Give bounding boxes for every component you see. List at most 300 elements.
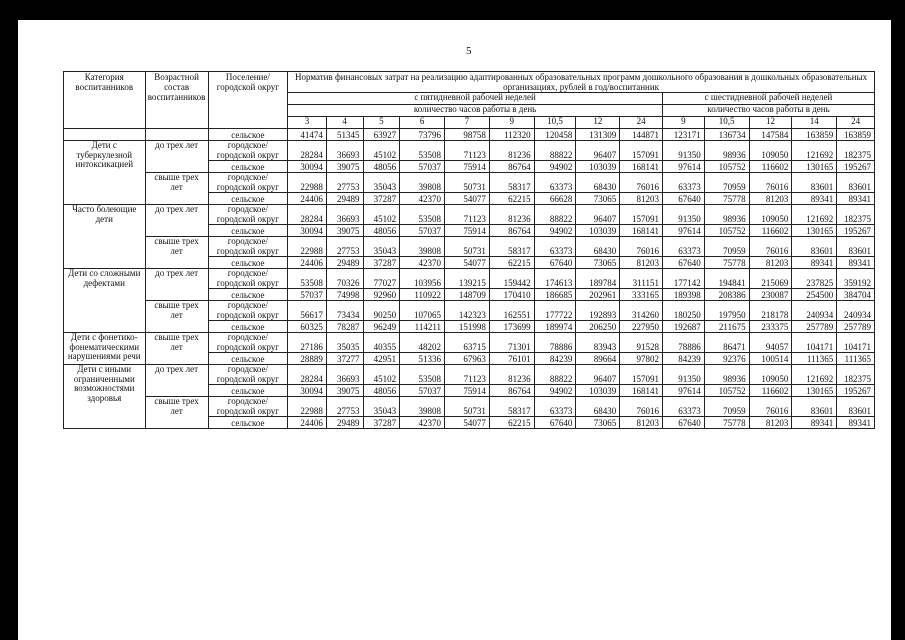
value-cell: 63715: [445, 333, 490, 353]
value-cell: 68430: [576, 237, 620, 257]
value-cell: 71123: [445, 205, 490, 225]
value-cell: 215069: [749, 269, 792, 289]
value-cell: 104171: [837, 333, 875, 353]
scan-border-left: [0, 0, 18, 640]
hours-5day-cell: 4: [326, 117, 363, 129]
hours-5day-cell: 9: [489, 117, 534, 129]
value-cell: 83601: [792, 237, 837, 257]
value-cell: 45102: [363, 141, 400, 161]
value-cell: 42951: [363, 353, 400, 365]
age-cell: до трех лет: [145, 141, 208, 173]
value-cell: 67640: [663, 193, 705, 205]
age-cell: свыше трех лет: [145, 173, 208, 205]
value-cell: 73434: [326, 301, 363, 321]
hours-6day-cell: 9: [663, 117, 705, 129]
value-cell: 73065: [576, 257, 620, 269]
value-cell: 70326: [326, 269, 363, 289]
value-cell: 195267: [837, 161, 875, 173]
value-cell: 81203: [749, 417, 792, 429]
value-cell: 48056: [363, 385, 400, 397]
value-cell: 100514: [749, 353, 792, 365]
settlement-cell: сельское: [208, 257, 287, 269]
value-cell: 66628: [534, 193, 576, 205]
value-cell: 24406: [288, 193, 327, 205]
value-cell: 70959: [704, 237, 749, 257]
settlement-cell: сельское: [208, 161, 287, 173]
value-cell: 74998: [326, 289, 363, 301]
value-cell: 86764: [489, 385, 534, 397]
value-cell: 68430: [576, 173, 620, 193]
value-cell: 67640: [663, 417, 705, 429]
value-cell: 84239: [534, 353, 576, 365]
value-cell: 54077: [445, 257, 490, 269]
value-cell: 157091: [620, 141, 663, 161]
value-cell: 81236: [489, 365, 534, 385]
value-cell: 177142: [663, 269, 705, 289]
value-cell: 144871: [620, 129, 663, 141]
value-cell: 76016: [620, 173, 663, 193]
table-row: [64, 173, 875, 193]
value-cell: 186685: [534, 289, 576, 301]
value-cell: 91528: [620, 333, 663, 353]
value-cell: 147584: [749, 129, 792, 141]
value-cell: 22988: [288, 173, 327, 193]
value-cell: 57037: [400, 161, 445, 173]
settlement-cell: сельское: [208, 289, 287, 301]
table-row: [64, 269, 875, 289]
value-cell: 162551: [489, 301, 534, 321]
value-cell: 109050: [749, 365, 792, 385]
norm-table: [63, 71, 875, 429]
value-cell: 86764: [489, 225, 534, 237]
value-cell: 81203: [749, 257, 792, 269]
hours-5day-cell: 12: [576, 117, 620, 129]
value-cell: 86764: [489, 161, 534, 173]
value-cell: 194841: [704, 269, 749, 289]
value-cell: 182375: [837, 205, 875, 225]
hours-6day-cell: 10,5: [704, 117, 749, 129]
settlement-cell: сельское: [208, 417, 287, 429]
value-cell: 192893: [576, 301, 620, 321]
value-cell: 130165: [792, 385, 837, 397]
value-cell: 105752: [704, 161, 749, 173]
value-cell: 130165: [792, 161, 837, 173]
scan-border-top: [0, 0, 905, 20]
value-cell: 63373: [534, 237, 576, 257]
value-cell: 103039: [576, 385, 620, 397]
value-cell: 37287: [363, 417, 400, 429]
value-cell: 37287: [363, 193, 400, 205]
value-cell: 121692: [792, 205, 837, 225]
value-cell: 30094: [288, 161, 327, 173]
value-cell: 116602: [749, 225, 792, 237]
header-norm-title: Норматив финансовых затрат на реализацию адаптированных образовательных программ дошкольного образования в дошкольных образовательных организациях, рублей в год/воспитанник: [288, 72, 875, 93]
value-cell: 177722: [534, 301, 576, 321]
value-cell: 197950: [704, 301, 749, 321]
value-cell: 39075: [326, 385, 363, 397]
value-cell: 27753: [326, 397, 363, 417]
value-cell: 78886: [663, 333, 705, 353]
value-cell: 168141: [620, 225, 663, 237]
value-cell: 54077: [445, 417, 490, 429]
value-cell: 67963: [445, 353, 490, 365]
value-cell: 83601: [837, 173, 875, 193]
value-cell: 81203: [620, 417, 663, 429]
value-cell: 103039: [576, 225, 620, 237]
value-cell: 227950: [620, 321, 663, 333]
value-cell: 94902: [534, 225, 576, 237]
hours-6day-cell: 24: [837, 117, 875, 129]
value-cell: 211675: [704, 321, 749, 333]
value-cell: 28284: [288, 365, 327, 385]
header-row-1: [64, 72, 875, 93]
value-cell: 98936: [704, 141, 749, 161]
header-five-day: с пятидневной рабочей неделей: [288, 93, 663, 105]
header-hours-label-5: количество часов работы в день: [288, 105, 663, 117]
settlement-cell: сельское: [208, 129, 287, 141]
value-cell: 116602: [749, 385, 792, 397]
value-cell: 22988: [288, 397, 327, 417]
value-cell: 189784: [576, 269, 620, 289]
value-cell: 180250: [663, 301, 705, 321]
value-cell: 78287: [326, 321, 363, 333]
value-cell: 45102: [363, 365, 400, 385]
value-cell: 27186: [288, 333, 327, 353]
value-cell: 97614: [663, 225, 705, 237]
header-category: Категория воспитанников: [64, 72, 146, 129]
value-cell: 120458: [534, 129, 576, 141]
header-hours-label-6: количество часов работы в день: [663, 105, 875, 117]
value-cell: 27753: [326, 173, 363, 193]
value-cell: 163859: [792, 129, 837, 141]
hours-5day-cell: 5: [363, 117, 400, 129]
value-cell: 240934: [792, 301, 837, 321]
age-cell: до трех лет: [145, 365, 208, 397]
value-cell: 182375: [837, 365, 875, 385]
value-cell: 107065: [400, 301, 445, 321]
value-cell: 111365: [837, 353, 875, 365]
category-cell: [64, 129, 146, 141]
value-cell: 30094: [288, 225, 327, 237]
value-cell: 50731: [445, 173, 490, 193]
value-cell: 89664: [576, 353, 620, 365]
value-cell: 63373: [663, 173, 705, 193]
table-row: [64, 333, 875, 353]
value-cell: 240934: [837, 301, 875, 321]
value-cell: 35043: [363, 173, 400, 193]
value-cell: 35043: [363, 397, 400, 417]
value-cell: 111365: [792, 353, 837, 365]
value-cell: 75914: [445, 385, 490, 397]
value-cell: 157091: [620, 365, 663, 385]
header-age: Возрастной состав воспитанников: [145, 72, 208, 129]
value-cell: 76101: [489, 353, 534, 365]
value-cell: 60325: [288, 321, 327, 333]
value-cell: 257789: [792, 321, 837, 333]
table-row: [64, 141, 875, 161]
value-cell: 97614: [663, 385, 705, 397]
value-cell: 92960: [363, 289, 400, 301]
age-cell: свыше трех лет: [145, 301, 208, 333]
hours-5day-cell: 3: [288, 117, 327, 129]
value-cell: 76016: [620, 397, 663, 417]
value-cell: 94902: [534, 385, 576, 397]
value-cell: 36693: [326, 365, 363, 385]
value-cell: 40355: [363, 333, 400, 353]
value-cell: 89341: [837, 417, 875, 429]
value-cell: 39075: [326, 225, 363, 237]
value-cell: 91350: [663, 365, 705, 385]
value-cell: 28284: [288, 205, 327, 225]
value-cell: 109050: [749, 141, 792, 161]
value-cell: 195267: [837, 385, 875, 397]
value-cell: 333165: [620, 289, 663, 301]
value-cell: 105752: [704, 225, 749, 237]
value-cell: 311151: [620, 269, 663, 289]
value-cell: 168141: [620, 161, 663, 173]
value-cell: 88822: [534, 141, 576, 161]
value-cell: 91350: [663, 205, 705, 225]
value-cell: 163859: [837, 129, 875, 141]
value-cell: 81236: [489, 205, 534, 225]
value-cell: 359192: [837, 269, 875, 289]
value-cell: 62215: [489, 417, 534, 429]
value-cell: 48056: [363, 161, 400, 173]
value-cell: 105752: [704, 385, 749, 397]
value-cell: 88822: [534, 205, 576, 225]
value-cell: 189974: [534, 321, 576, 333]
value-cell: 92376: [704, 353, 749, 365]
value-cell: 237825: [792, 269, 837, 289]
scan-border-right: [891, 0, 905, 640]
value-cell: 67640: [663, 257, 705, 269]
value-cell: 109050: [749, 205, 792, 225]
value-cell: 63927: [363, 129, 400, 141]
value-cell: 206250: [576, 321, 620, 333]
value-cell: 170410: [489, 289, 534, 301]
value-cell: 56617: [288, 301, 327, 321]
value-cell: 157091: [620, 205, 663, 225]
value-cell: 233375: [749, 321, 792, 333]
settlement-cell: городское/ городской округ: [208, 141, 287, 161]
value-cell: 62215: [489, 257, 534, 269]
value-cell: 89341: [792, 417, 837, 429]
value-cell: 75778: [704, 417, 749, 429]
table-row: [64, 205, 875, 225]
value-cell: 114211: [400, 321, 445, 333]
value-cell: 76016: [620, 237, 663, 257]
value-cell: 53508: [400, 141, 445, 161]
value-cell: 90250: [363, 301, 400, 321]
value-cell: 63373: [534, 173, 576, 193]
value-cell: 70959: [704, 397, 749, 417]
value-cell: 168141: [620, 385, 663, 397]
value-cell: 121692: [792, 365, 837, 385]
value-cell: 76016: [749, 237, 792, 257]
value-cell: 83601: [792, 173, 837, 193]
value-cell: 29489: [326, 417, 363, 429]
value-cell: 98936: [704, 365, 749, 385]
value-cell: 81203: [620, 193, 663, 205]
value-cell: 58317: [489, 397, 534, 417]
value-cell: 254500: [792, 289, 837, 301]
value-cell: 123171: [663, 129, 705, 141]
settlement-cell: городское/ городской округ: [208, 333, 287, 353]
value-cell: 71123: [445, 365, 490, 385]
value-cell: 76016: [749, 173, 792, 193]
value-cell: 58317: [489, 237, 534, 257]
value-cell: 36693: [326, 141, 363, 161]
value-cell: 112320: [489, 129, 534, 141]
age-cell: свыше трех лет: [145, 397, 208, 429]
value-cell: 57037: [400, 225, 445, 237]
value-cell: 73796: [400, 129, 445, 141]
value-cell: 384704: [837, 289, 875, 301]
value-cell: 50731: [445, 397, 490, 417]
value-cell: 48056: [363, 225, 400, 237]
value-cell: 24406: [288, 417, 327, 429]
value-cell: 27753: [326, 237, 363, 257]
value-cell: 42370: [400, 257, 445, 269]
value-cell: 103039: [576, 161, 620, 173]
header-settlement: Поселение/ городской округ: [208, 72, 287, 129]
header-six-day: с шестидневной рабочей неделей: [663, 93, 875, 105]
table-row: [64, 301, 875, 321]
value-cell: 45102: [363, 205, 400, 225]
value-cell: 257789: [837, 321, 875, 333]
value-cell: 39808: [400, 237, 445, 257]
value-cell: 37277: [326, 353, 363, 365]
age-cell: свыше трех лет: [145, 237, 208, 269]
value-cell: 58317: [489, 173, 534, 193]
value-cell: 83601: [837, 237, 875, 257]
value-cell: 182375: [837, 141, 875, 161]
value-cell: 28889: [288, 353, 327, 365]
value-cell: 208386: [704, 289, 749, 301]
value-cell: 136734: [704, 129, 749, 141]
value-cell: 88822: [534, 365, 576, 385]
value-cell: 84239: [663, 353, 705, 365]
value-cell: 78886: [534, 333, 576, 353]
value-cell: 75778: [704, 257, 749, 269]
hours-5day-cell: 10,5: [534, 117, 576, 129]
value-cell: 67640: [534, 257, 576, 269]
value-cell: 116602: [749, 161, 792, 173]
value-cell: 174613: [534, 269, 576, 289]
value-cell: 70959: [704, 173, 749, 193]
value-cell: 75914: [445, 161, 490, 173]
value-cell: 121692: [792, 141, 837, 161]
value-cell: 97802: [620, 353, 663, 365]
value-cell: 53508: [400, 365, 445, 385]
value-cell: 104171: [792, 333, 837, 353]
value-cell: 54077: [445, 193, 490, 205]
value-cell: 73065: [576, 417, 620, 429]
value-cell: 35035: [326, 333, 363, 353]
value-cell: 173699: [489, 321, 534, 333]
value-cell: 96407: [576, 205, 620, 225]
value-cell: 91350: [663, 141, 705, 161]
value-cell: 97614: [663, 161, 705, 173]
value-cell: 48202: [400, 333, 445, 353]
value-cell: 139215: [445, 269, 490, 289]
value-cell: 94902: [534, 161, 576, 173]
value-cell: 202961: [576, 289, 620, 301]
value-cell: 103956: [400, 269, 445, 289]
age-cell: до трех лет: [145, 205, 208, 237]
age-cell: [145, 129, 208, 141]
settlement-cell: городское/ городской округ: [208, 173, 287, 193]
value-cell: 81236: [489, 141, 534, 161]
value-cell: 24406: [288, 257, 327, 269]
value-cell: 37287: [363, 257, 400, 269]
value-cell: 22988: [288, 237, 327, 257]
value-cell: 189398: [663, 289, 705, 301]
value-cell: 96407: [576, 365, 620, 385]
value-cell: 98758: [445, 129, 490, 141]
value-cell: 30094: [288, 385, 327, 397]
settlement-cell: сельское: [208, 385, 287, 397]
value-cell: 86471: [704, 333, 749, 353]
hours-6day-cell: 12: [749, 117, 792, 129]
category-cell: Дети со сложными дефектами: [64, 269, 146, 333]
table-row: [64, 397, 875, 417]
value-cell: 57037: [288, 289, 327, 301]
settlement-cell: городское/ городской округ: [208, 365, 287, 385]
value-cell: 142323: [445, 301, 490, 321]
hours-5day-cell: 7: [445, 117, 490, 129]
settlement-cell: сельское: [208, 193, 287, 205]
hours-6day-cell: 14: [792, 117, 837, 129]
value-cell: 29489: [326, 193, 363, 205]
value-cell: 39075: [326, 161, 363, 173]
settlement-cell: городское/ городской округ: [208, 237, 287, 257]
age-cell: до трех лет: [145, 269, 208, 301]
value-cell: 131309: [576, 129, 620, 141]
value-cell: 148709: [445, 289, 490, 301]
value-cell: 67640: [534, 417, 576, 429]
settlement-cell: сельское: [208, 225, 287, 237]
value-cell: 83601: [792, 397, 837, 417]
value-cell: 71123: [445, 141, 490, 161]
value-cell: 96249: [363, 321, 400, 333]
category-cell: Дети с туберкулезной интоксикацией: [64, 141, 146, 205]
value-cell: 77027: [363, 269, 400, 289]
settlement-cell: сельское: [208, 321, 287, 333]
category-cell: Часто болеющие дети: [64, 205, 146, 269]
value-cell: 314260: [620, 301, 663, 321]
value-cell: 42370: [400, 193, 445, 205]
hours-5day-cell: 24: [620, 117, 663, 129]
age-cell: свыше трех лет: [145, 333, 208, 365]
value-cell: 39808: [400, 173, 445, 193]
value-cell: 89341: [837, 193, 875, 205]
value-cell: 36693: [326, 205, 363, 225]
value-cell: 71301: [489, 333, 534, 353]
settlement-cell: городское/ городской округ: [208, 205, 287, 225]
value-cell: 83943: [576, 333, 620, 353]
value-cell: 41474: [288, 129, 327, 141]
category-cell: Дети с иными ограниченными возможностями здоровья: [64, 365, 146, 429]
settlement-cell: городское/ городской округ: [208, 269, 287, 289]
value-cell: 76016: [749, 397, 792, 417]
value-cell: 68430: [576, 397, 620, 417]
value-cell: 73065: [576, 193, 620, 205]
value-cell: 98936: [704, 205, 749, 225]
value-cell: 42370: [400, 417, 445, 429]
value-cell: 96407: [576, 141, 620, 161]
table-row: [64, 129, 875, 141]
